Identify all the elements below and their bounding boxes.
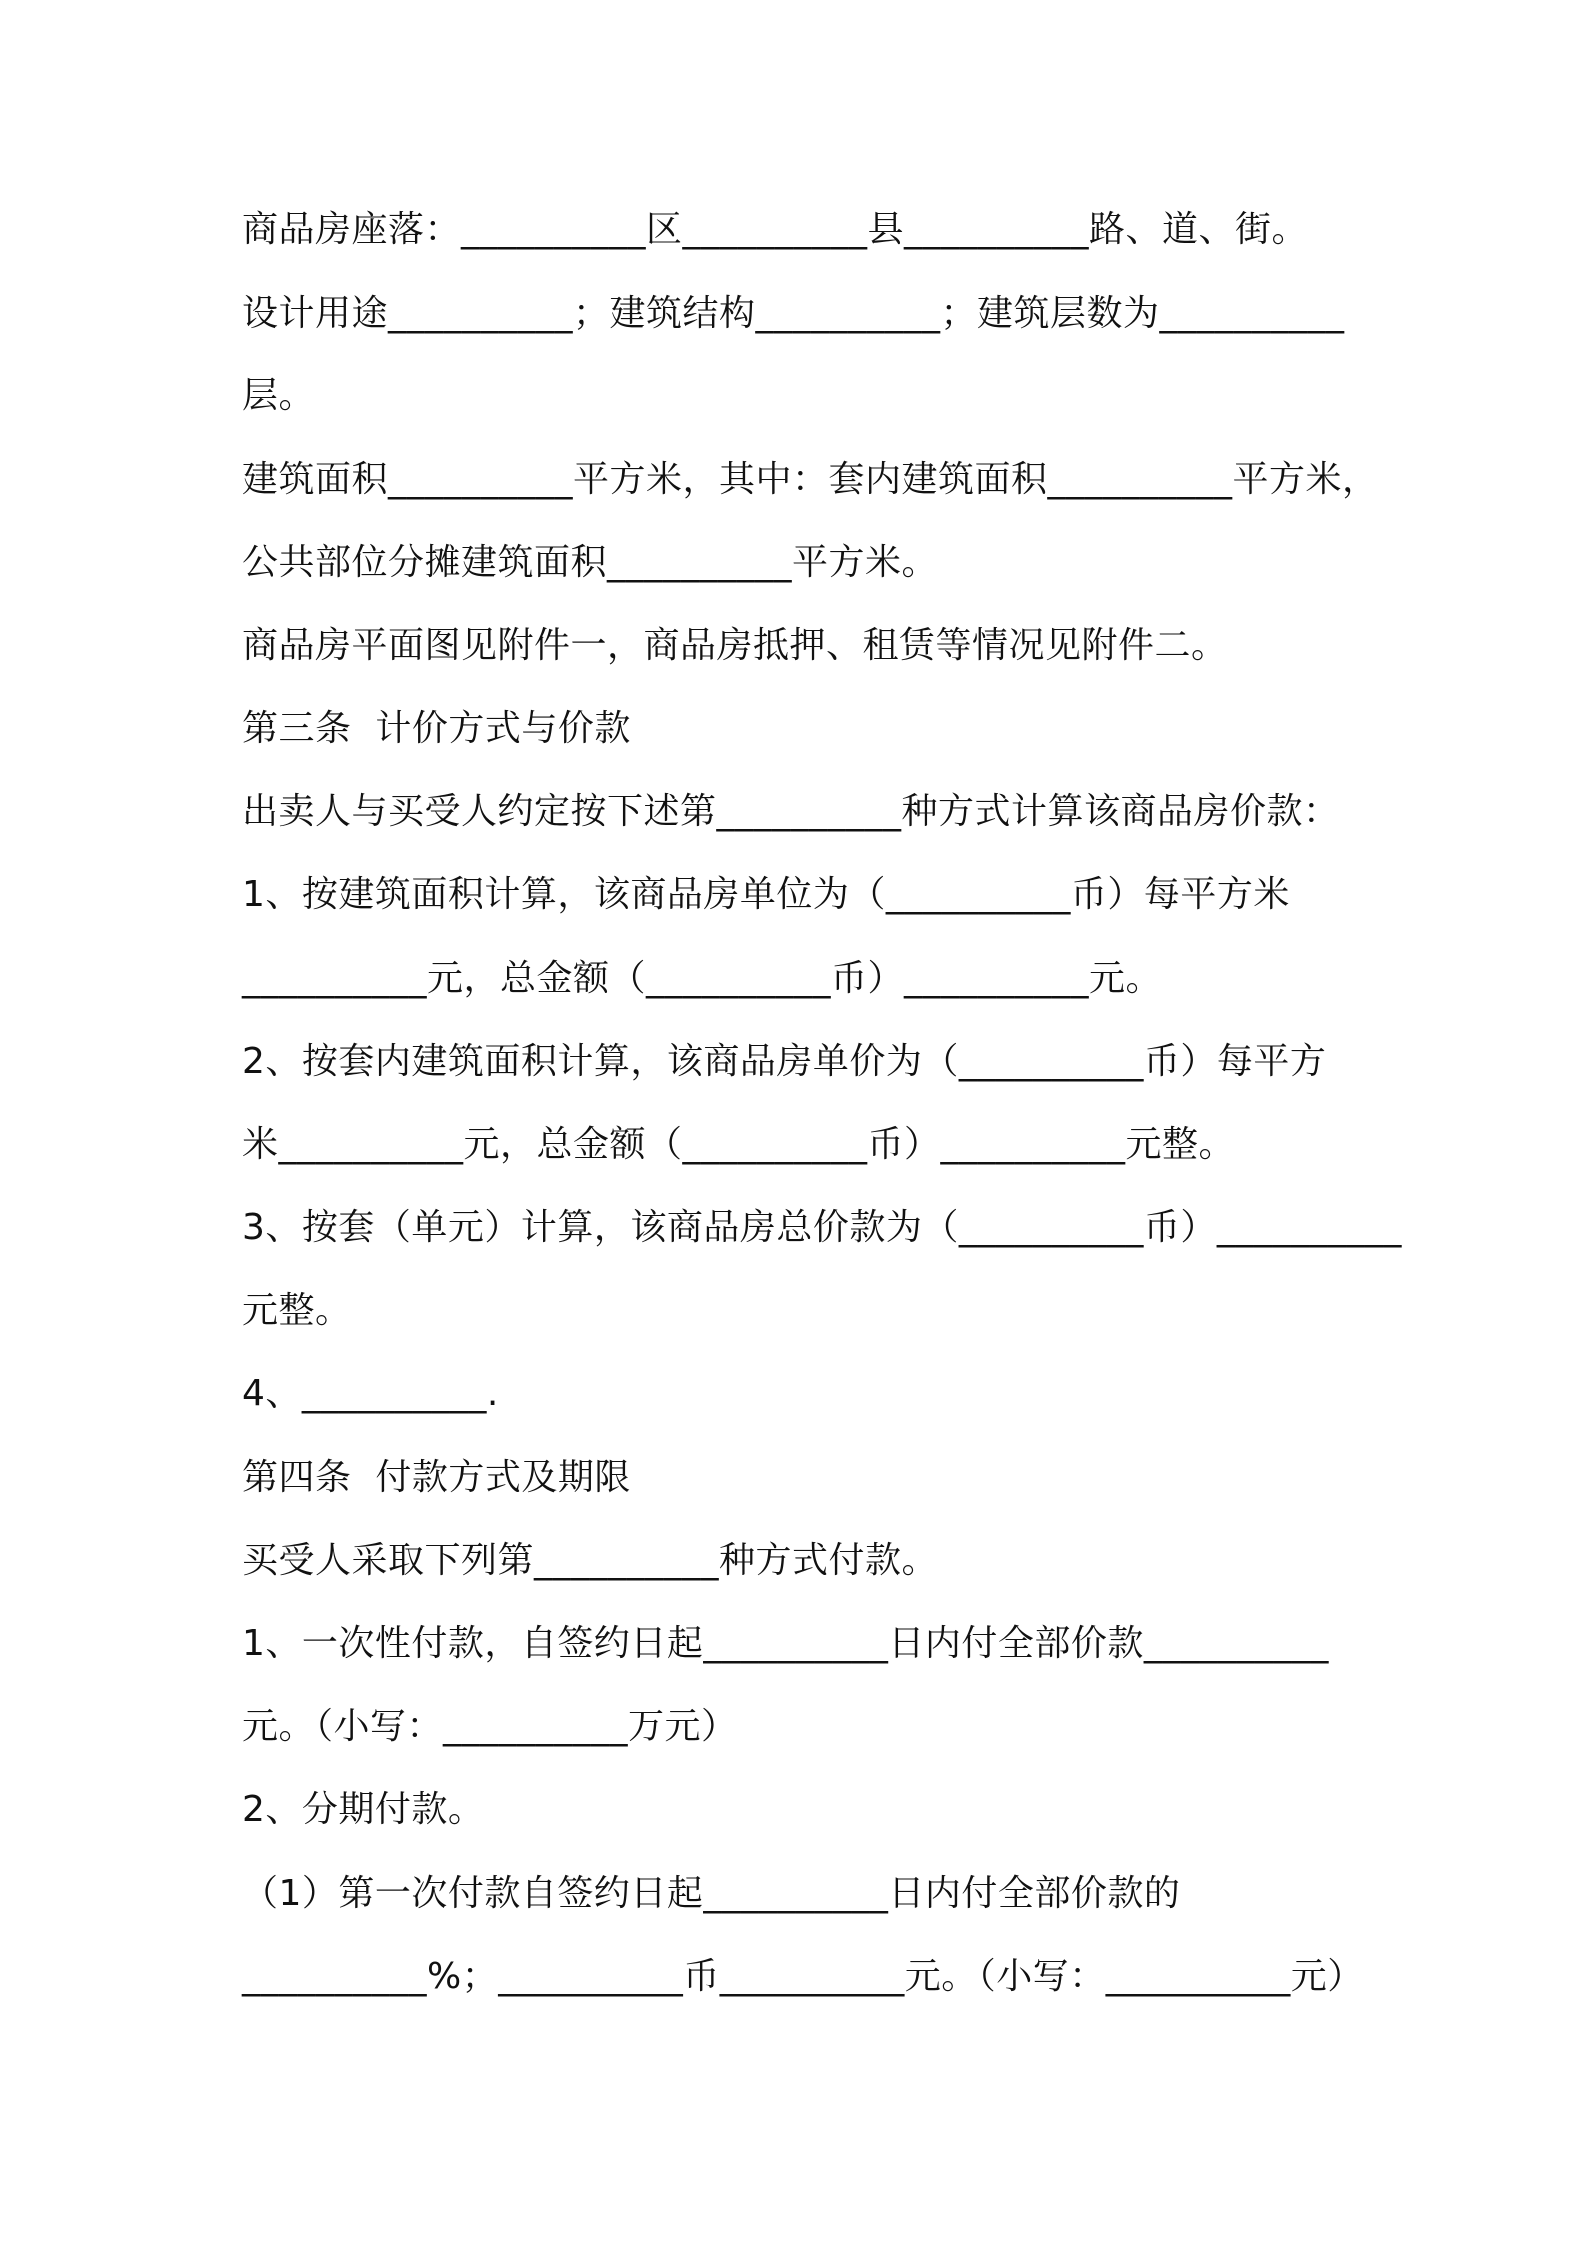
text-line-pricing-option-4: 4、__________. [242, 1373, 499, 1414]
text-line-pricing-option-3-cont: 元整。 [242, 1290, 352, 1331]
text-line-installment-1: （1）第一次付款自签约日起__________日内付全部价款的 [242, 1873, 1181, 1914]
text-line-shared-area: 公共部位分摊建筑面积__________平方米。 [242, 542, 939, 583]
text-line-usage-structure: 设计用途__________；建筑结构__________；建筑层数为__________ [242, 293, 1345, 334]
text-line-payment-option-2: 2、分期付款。 [242, 1789, 485, 1830]
text-line-pricing-option-1: 1、按建筑面积计算，该商品房单位为（__________币）每平方米 [242, 874, 1290, 915]
text-line-installment-1-cont: __________%；__________币__________元。（小写：__________元） [242, 1956, 1364, 1997]
text-line-pricing-option-1-cont: __________元，总金额（__________币）__________元。 [242, 958, 1163, 999]
text-line-payment-option-1-cont: 元。（小写：__________万元） [242, 1706, 738, 1747]
text-line-pricing-option-2: 2、按套内建筑面积计算，该商品房单价为（__________币）每平方 [242, 1041, 1327, 1082]
text-line-attachments: 商品房平面图见附件一，商品房抵押、租赁等情况见附件二。 [242, 625, 1228, 666]
section-heading-payment: 第四条 付款方式及期限 [242, 1457, 631, 1498]
text-line-payment-option-1: 1、一次性付款，自签约日起__________日内付全部价款__________ [242, 1623, 1329, 1664]
section-heading-pricing: 第三条 计价方式与价款 [242, 708, 631, 749]
text-line-pricing-option-2-cont: 米__________元，总金额（__________币）__________元整。 [242, 1124, 1236, 1165]
text-line-payment-method: 买受人采取下列第__________种方式付款。 [242, 1540, 939, 1581]
text-line-floors-unit: 层。 [242, 375, 316, 416]
text-line-location: 商品房座落：__________区__________县__________路、道、街。 [242, 209, 1309, 250]
text-line-building-area: 建筑面积__________平方米，其中：套内建筑面积__________平方米， [242, 459, 1379, 500]
text-line-pricing-method: 出卖人与买受人约定按下述第__________种方式计算该商品房价款： [242, 791, 1340, 832]
text-line-pricing-option-3: 3、按套（单元）计算，该商品房总价款为（__________币）__________ [242, 1207, 1402, 1248]
